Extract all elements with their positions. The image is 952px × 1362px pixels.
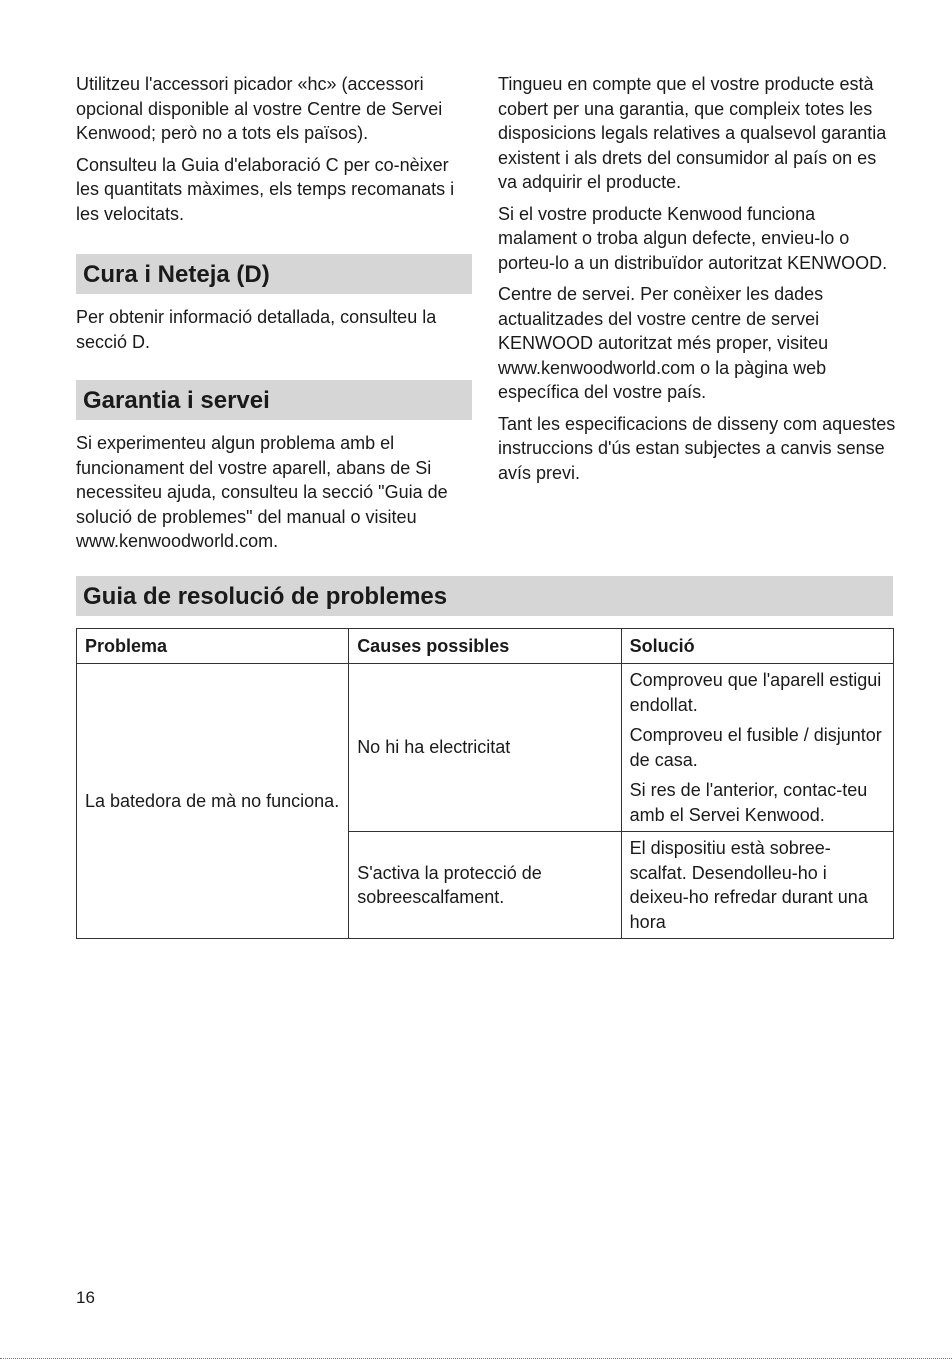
cura-text: Per obtenir informació detallada, consulteu la secció D. [76, 307, 437, 352]
page-footer-divider [0, 1358, 952, 1359]
solution-cell [621, 664, 893, 832]
solution-item: Si res de l'anterior, contac-teu amb el Servei Kenwood. [629, 780, 868, 825]
cause-cell: No hi ha electricitat [349, 664, 621, 832]
solution-cell: El dispositiu està sobree-scalfat. Desendolleu-ho i deixeu-ho refredar durant una hora [621, 832, 893, 939]
section-heading-troubleshooting: Guia de resolució de problemes [76, 576, 893, 616]
problem-cell: La batedora de mà no funciona. [77, 664, 349, 939]
table-row [77, 664, 894, 832]
troubleshooting-table [76, 628, 894, 939]
garantia-section [76, 431, 474, 561]
column-header-causes: Causes possibles [349, 629, 621, 664]
left-column-intro [76, 72, 474, 233]
right-column [498, 72, 896, 492]
solution-item: Comproveu que l'aparell estigui endollat. [629, 670, 882, 715]
section-heading-garantia: Garantia i servei [76, 380, 472, 420]
intro-paragraph: Utilitzeu l'accessori picador «hc» (accessori opcional disponible al vostre Centre de Servei Kenwood; però no a tots els països). [76, 74, 443, 143]
intro-paragraph: Consulteu la Guia d'elaboració C per co-nèixer les quantitats màximes, els temps recomanats i les velocitats. [76, 154, 455, 224]
specs-notice-paragraph: Tant les especificacions de disseny com aquestes instruccions d'ús estan subjectes a canvis sense avís previ. [498, 413, 896, 483]
cura-section [76, 305, 474, 361]
column-header-solucio: Solució [621, 629, 893, 664]
service-centre-paragraph: Centre de servei. Per conèixer les dades actualitzades del vostre centre de servei KENWOOD autoritzat més proper, visiteu www.kenwoodworld.com o la pàgina web específica del vostre país. [498, 284, 829, 402]
column-header-problema: Problema [77, 629, 349, 664]
cause-cell: S'activa la protecció de sobreescalfament. [349, 832, 621, 939]
warranty-paragraph: Si el vostre producte Kenwood funciona malament o troba algun defecte, envieu-lo o porteu-lo a un distribuïdor autoritzat KENWOOD. [498, 203, 888, 273]
section-heading-cura: Cura i Neteja (D) [76, 254, 472, 294]
solution-item: Comproveu el fusible / disjuntor de casa. [629, 725, 882, 770]
table-header-row [77, 629, 894, 664]
garantia-text: Si experimenteu algun problema amb el funcionament del vostre aparell, abans de Si necessiteu ajuda, consulteu la secció "Guia de solució de problemes" del manual o visiteu www.kenwoodworld.com. [76, 433, 448, 551]
warranty-paragraph: Tingueu en compte que el vostre producte està cobert per una garantia, que compleix totes les disposicions legals relatives a qualsevol garantia existent i als drets del consumidor al país on es va adquirir el producte. [498, 74, 887, 192]
page-number: 16 [76, 1288, 95, 1307]
